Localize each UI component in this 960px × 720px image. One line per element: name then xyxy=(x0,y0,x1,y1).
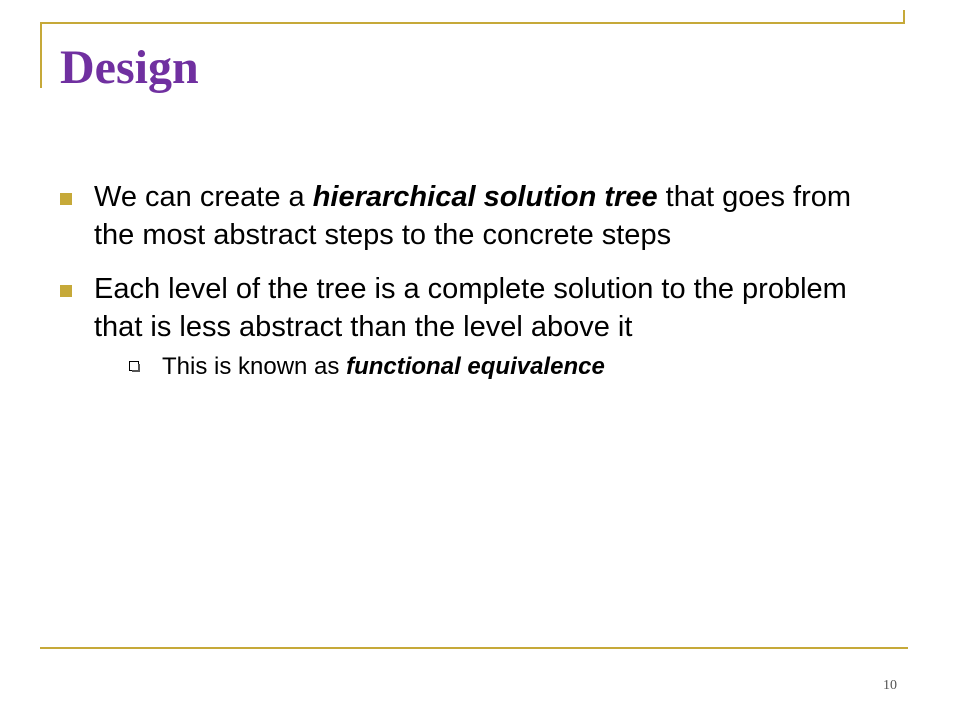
sub-bullet-item xyxy=(128,352,880,382)
sub-bullet-text-pre: This is known as xyxy=(162,353,347,380)
bullet-text-post: that goes from the most abstract steps to the concrete steps xyxy=(94,181,852,251)
bottom-rule xyxy=(40,647,908,649)
hollow-square-bullet-icon xyxy=(129,361,139,371)
square-bullet-icon xyxy=(60,193,72,205)
bullet-text: Each level of the tree is a complete solution to the problem that is less abstract than the level above it xyxy=(94,273,847,343)
top-right-tick xyxy=(903,10,905,24)
top-rule xyxy=(40,22,905,24)
sub-bullet-text xyxy=(162,352,880,382)
bullet-text xyxy=(94,178,880,254)
bullet-text-pre: We can create a xyxy=(94,181,313,213)
page-number: 10 xyxy=(883,678,897,693)
square-bullet-icon xyxy=(60,285,72,297)
sub-bullet-text-emphasis: functional equivalence xyxy=(346,353,605,380)
bullet-text-emphasis: hierarchical solution tree xyxy=(312,181,658,213)
bullet-item xyxy=(60,270,880,382)
bullet-list xyxy=(60,178,880,398)
bullet-item xyxy=(60,178,880,254)
left-rule xyxy=(40,22,42,88)
slide-title: Design xyxy=(60,41,199,94)
